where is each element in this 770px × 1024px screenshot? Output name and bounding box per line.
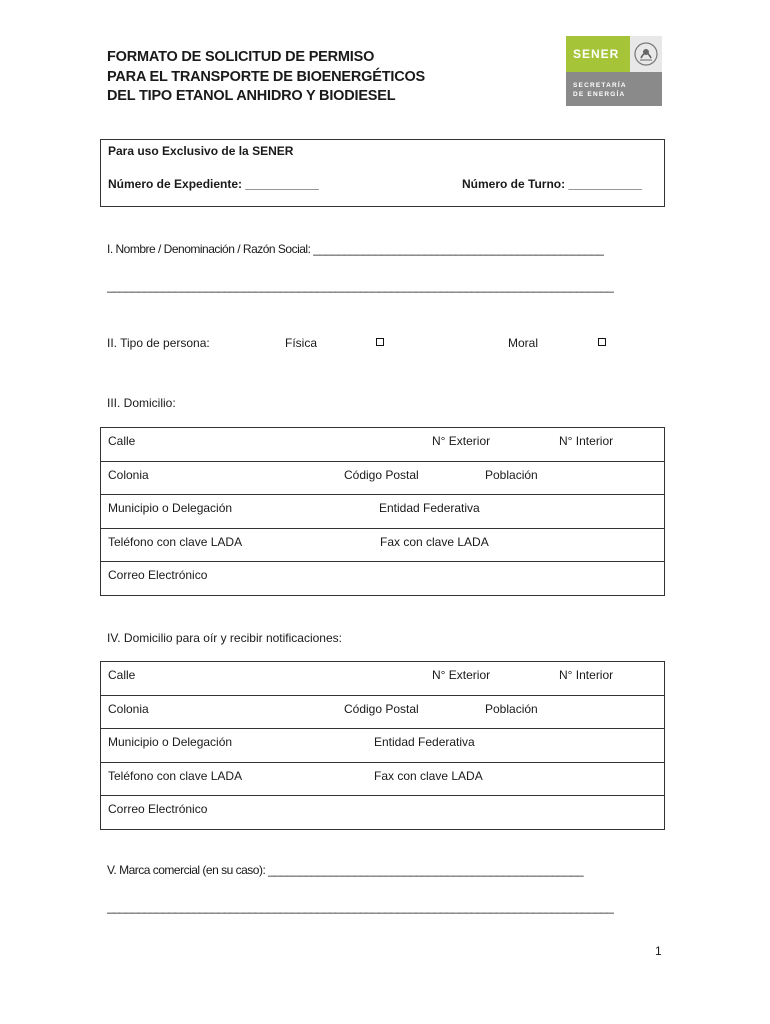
entidad-field[interactable]: Entidad Federativa <box>379 501 480 515</box>
table-row <box>101 562 665 596</box>
moral-label: Moral <box>508 336 539 350</box>
table-row <box>101 729 665 763</box>
fax-field[interactable]: Fax con clave LADA <box>380 534 489 549</box>
notif-correo-field[interactable]: Correo Electrónico <box>108 802 208 816</box>
correo-field[interactable]: Correo Electrónico <box>108 568 208 582</box>
turno-field[interactable]: Número de Turno: ___________ <box>462 177 642 191</box>
notif-poblacion-field[interactable]: Población <box>485 701 538 716</box>
expediente-field[interactable]: Número de Expediente: ___________ <box>108 177 319 191</box>
table-row <box>101 762 665 796</box>
poblacion-field[interactable]: Población <box>485 467 538 482</box>
page-number: 1 <box>655 944 662 958</box>
logo-brand: SENER <box>566 36 630 72</box>
cp-field[interactable]: Código Postal <box>344 467 419 482</box>
domicilio-label: III. Domicilio: <box>107 396 176 410</box>
telefono-field[interactable]: Teléfono con clave LADA <box>108 534 243 549</box>
sener-use-box <box>100 139 665 207</box>
table-row <box>101 428 665 462</box>
notificaciones-table <box>100 661 665 830</box>
tipo-persona-label: II. Tipo de persona: <box>107 336 210 350</box>
table-row <box>101 528 665 562</box>
notif-entidad-field[interactable]: Entidad Federativa <box>374 735 475 749</box>
coat-of-arms-icon <box>630 36 662 72</box>
notif-fax-field[interactable]: Fax con clave LADA <box>374 768 483 783</box>
fisica-label: Física <box>285 336 318 350</box>
sener-logo <box>566 36 662 106</box>
table-row <box>101 461 665 495</box>
notif-cp-field[interactable]: Código Postal <box>344 701 419 716</box>
domicilio-table <box>100 427 665 596</box>
notif-exterior-field[interactable]: N° Exterior <box>432 668 491 682</box>
logo-subtitle: SECRETARÍA DE ENERGÍA <box>573 82 627 98</box>
marca-comercial-field[interactable]: V. Marca comercial (en su caso): ___________________________________________________ <box>107 863 583 877</box>
moral-checkbox[interactable] <box>598 338 606 346</box>
title-line-2: PARA EL TRANSPORTE DE BIOENERGÉTICOS <box>107 68 426 85</box>
notif-calle-field[interactable]: Calle <box>108 668 136 682</box>
table-row <box>101 662 665 696</box>
notificaciones-label: IV. Domicilio para oír y recibir notificaciones: <box>107 631 342 645</box>
table-row <box>101 695 665 729</box>
notif-interior-field[interactable]: N° Interior <box>559 668 614 682</box>
title-line-3: DEL TIPO ETANOL ANHIDRO Y BIODIESEL <box>107 88 396 104</box>
notif-telefono-field[interactable]: Teléfono con clave LADA <box>108 768 243 783</box>
sener-use-heading: Para uso Exclusivo de la SENER <box>108 144 294 158</box>
exterior-field[interactable]: N° Exterior <box>432 434 491 448</box>
colonia-field[interactable]: Colonia <box>108 467 149 482</box>
document-title <box>107 48 425 107</box>
razon-social-continuation[interactable]: __________________________________________________________________________________ <box>107 279 614 293</box>
razon-social-field[interactable]: I. Nombre / Denominación / Razón Social: _______________________________________________ <box>107 242 604 256</box>
municipio-field[interactable]: Municipio o Delegación <box>108 501 233 515</box>
notif-colonia-field[interactable]: Colonia <box>108 701 149 716</box>
calle-field[interactable]: Calle <box>108 434 136 448</box>
marca-comercial-continuation[interactable]: __________________________________________________________________________________ <box>107 900 614 914</box>
title-line-1: FORMATO DE SOLICITUD DE PERMISO <box>107 49 375 65</box>
notif-municipio-field[interactable]: Municipio o Delegación <box>108 735 233 749</box>
interior-field[interactable]: N° Interior <box>559 434 614 448</box>
table-row <box>101 495 665 529</box>
table-row <box>101 796 665 830</box>
fisica-checkbox[interactable] <box>376 338 384 346</box>
